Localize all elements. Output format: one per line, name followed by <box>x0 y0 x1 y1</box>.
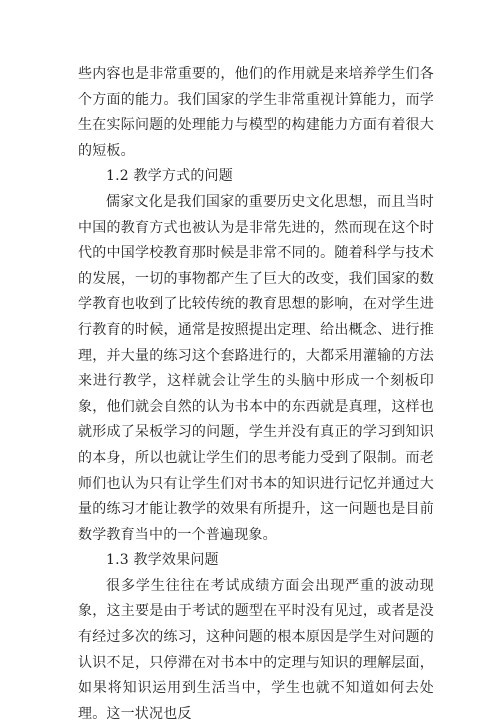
section-heading-1-2: 1.2 教学方式的问题 <box>106 168 233 185</box>
paragraph-teaching-method: 儒家文化是我们国家的重要历史文化思想，而且当时中国的教育方式也被认为是非常先进的，然而现在这个时代的中国学校教育那时候是非常不同的。随着科学与技术的发展，一切的事物都产生了巨大的改变，我们国家的数学教育也收到了比较传统的教育思想的影响，在对学生进行教育的时候，通常是按照提出定理、给出概念、进行推理，并大量的练习这个套路进行的，大都采用灌输的方法来进行教学，这样就会让学生的头脑中形成一个刻板印象，他们就会自然的认为书本中的东西就是真理，这样也就形成了呆板学习的问题，学生并没有真正的学习到知识的本身，所以也就让学生们的思考能力受到了限制。而老师们也认为只有让学生们对书本的知识进行记忆并通过大量的练习才能让教学的效果有所提升，这一问题也是目前数学教育当中的一个普遍现象。 <box>78 193 434 543</box>
paragraph-continued: 些内容也是非常重要的，他们的作用就是来培养学生们各个方面的能力。我们国家的学生非常重视计算能力，而学生在实际问题的处理能力与模型的构建能力方面有着很大的短板。 <box>78 66 434 159</box>
document-page <box>78 62 434 727</box>
paragraph-teaching-effect: 很多学生往往在考试成绩方面会出现严重的波动现象，这主要是由于考试的题型在平时没有见过，或者是没有经过多次的练习，这种问题的根本原因是学生对问题的认识不足，只停滞在对书本中的定理与知识的理解层面，如果将知识运用到生活当中，学生也就不知道如何去处理。这一状况也反 <box>78 577 434 722</box>
section-heading-1-3: 1.3 教学效果问题 <box>106 552 219 569</box>
